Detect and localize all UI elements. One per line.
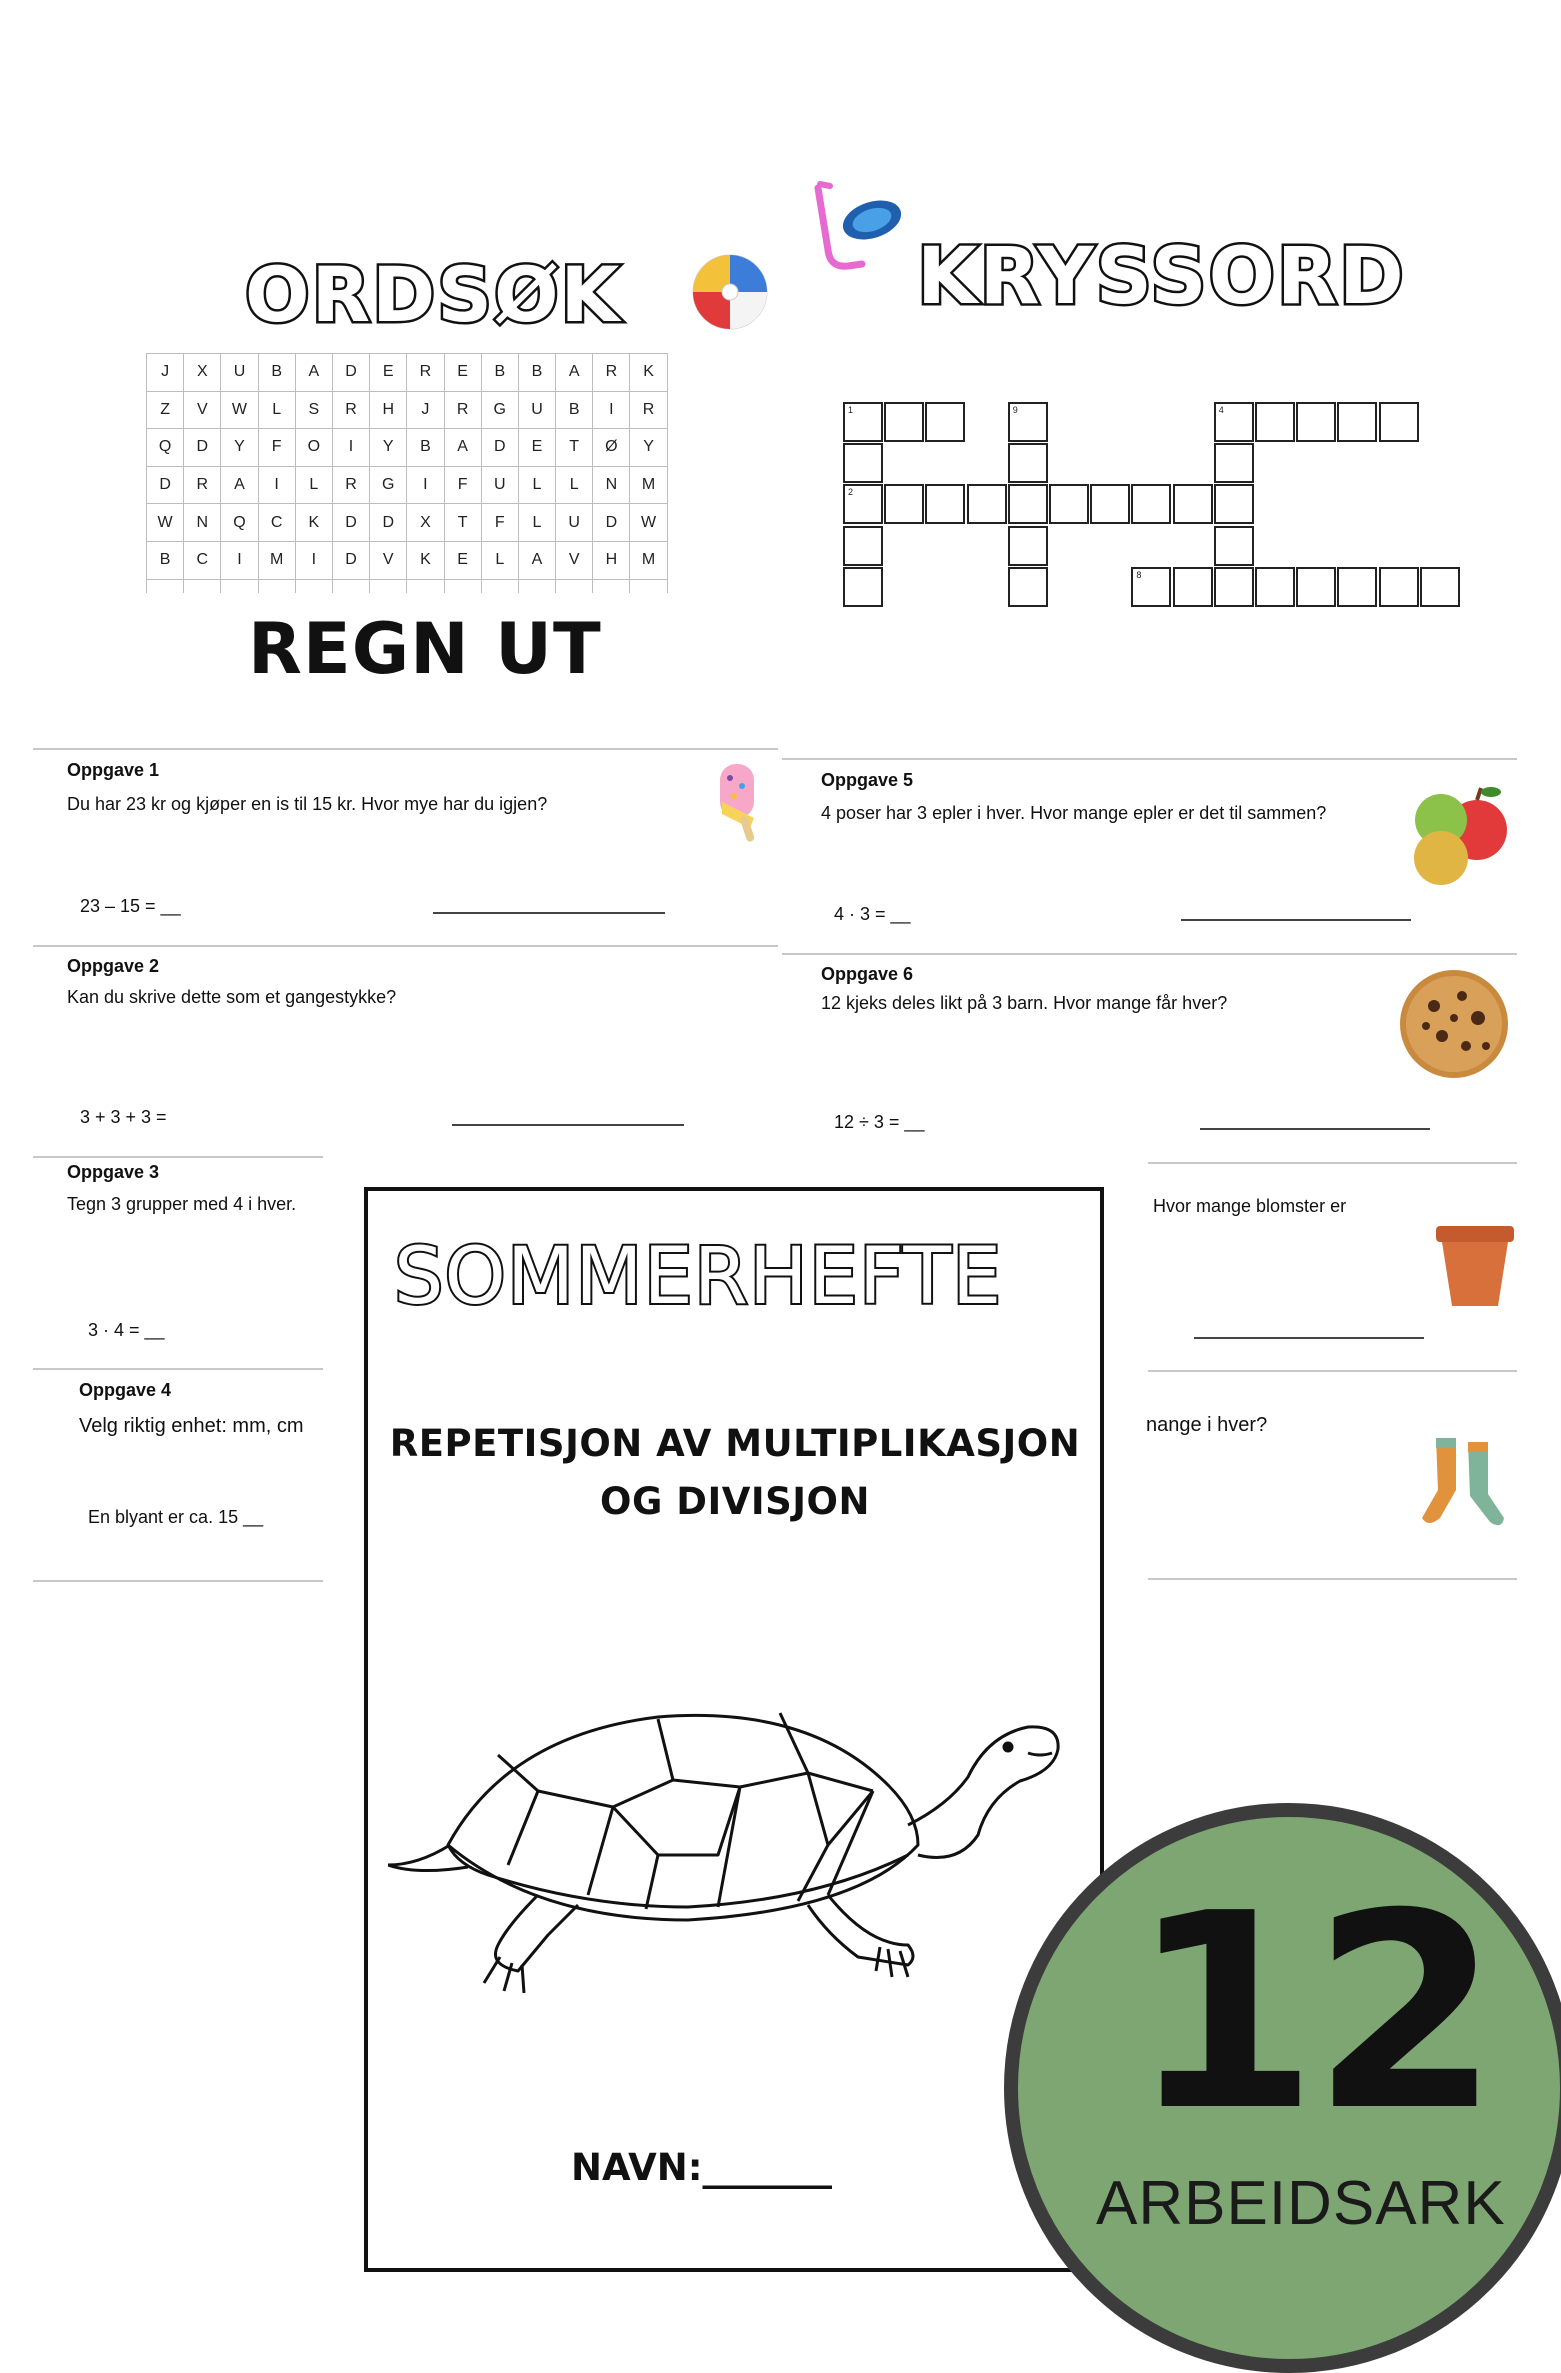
crossword-cell[interactable] bbox=[1296, 567, 1336, 607]
word-search-cell[interactable]: V bbox=[370, 541, 407, 579]
word-search-cell[interactable] bbox=[407, 579, 444, 593]
word-search-cell[interactable]: R bbox=[184, 466, 221, 504]
word-search-cell[interactable]: F bbox=[444, 466, 481, 504]
task-2-text: Kan du skrive dette som et gangestykke? bbox=[67, 987, 397, 1007]
word-search-cell[interactable]: R bbox=[332, 466, 369, 504]
word-search-row bbox=[147, 391, 668, 429]
badge-number: 12 bbox=[1130, 1855, 1494, 2170]
task-4-title: Oppgave 4 bbox=[79, 1380, 172, 1400]
snorkel-mask-icon bbox=[806, 180, 906, 280]
word-search-cell[interactable]: G bbox=[370, 466, 407, 504]
word-search-cell[interactable]: R bbox=[444, 391, 481, 429]
crossword-cell[interactable] bbox=[1214, 526, 1254, 566]
word-search-cell[interactable]: Y bbox=[630, 429, 667, 467]
word-search-cell[interactable] bbox=[184, 579, 221, 593]
word-search-cell[interactable]: I bbox=[221, 541, 258, 579]
word-search-cell[interactable]: K bbox=[407, 541, 444, 579]
word-search-row bbox=[147, 541, 668, 579]
task-6-equation: 12 ÷ 3 = __ bbox=[834, 1112, 925, 1132]
word-search-row bbox=[147, 466, 668, 504]
crossword-cell[interactable] bbox=[1337, 402, 1377, 442]
word-search-cell[interactable]: B bbox=[258, 354, 295, 392]
crossword-cell[interactable] bbox=[884, 484, 924, 524]
word-search-cell[interactable]: N bbox=[593, 466, 630, 504]
word-search-cell[interactable]: A bbox=[556, 354, 593, 392]
word-search-cell[interactable]: D bbox=[147, 466, 184, 504]
word-search-cell[interactable]: E bbox=[370, 354, 407, 392]
crossword-clue-number: 4 bbox=[1218, 405, 1224, 415]
word-search-cell[interactable]: Q bbox=[221, 504, 258, 542]
word-search-cell[interactable]: U bbox=[518, 391, 555, 429]
word-search-cell[interactable]: M bbox=[630, 541, 667, 579]
word-search-cell[interactable]: Q bbox=[147, 429, 184, 467]
word-search-cell[interactable]: D bbox=[332, 354, 369, 392]
word-search-cell[interactable]: U bbox=[221, 354, 258, 392]
crossword-cell[interactable] bbox=[1420, 567, 1460, 607]
cover-subtitle-line-2: OG DIVISJON bbox=[600, 1480, 870, 1523]
crossword-cell[interactable] bbox=[1008, 443, 1048, 483]
name-field[interactable]: NAVN:_______ bbox=[571, 2146, 832, 2189]
word-search-cell[interactable]: K bbox=[630, 354, 667, 392]
crossword-cell[interactable] bbox=[1214, 443, 1254, 483]
word-search-cell[interactable]: F bbox=[481, 504, 518, 542]
word-search-cell[interactable]: W bbox=[630, 504, 667, 542]
ordsok-title: ORDSØK bbox=[245, 250, 622, 339]
badge-label: ARBEIDSARK bbox=[1096, 2169, 1506, 2238]
word-search-cell[interactable] bbox=[332, 579, 369, 593]
crossword-cell[interactable] bbox=[1296, 402, 1336, 442]
crossword-cell[interactable] bbox=[1255, 567, 1295, 607]
crossword-cell[interactable] bbox=[843, 443, 883, 483]
word-search-cell[interactable] bbox=[444, 579, 481, 593]
word-search-cell[interactable] bbox=[147, 579, 184, 593]
word-search-cell[interactable]: B bbox=[556, 391, 593, 429]
word-search-cell[interactable]: R bbox=[630, 391, 667, 429]
regn-ut-title: REGN UT bbox=[248, 608, 602, 690]
task-6-answer-line[interactable] bbox=[1200, 1128, 1430, 1130]
divider bbox=[1148, 1370, 1517, 1372]
task-2-title: Oppgave 2 bbox=[67, 956, 160, 976]
word-search-grid bbox=[146, 353, 680, 593]
task-8-text: nange i hver? bbox=[1146, 1414, 1268, 1436]
crossword-cell[interactable] bbox=[1008, 526, 1048, 566]
crossword-cell[interactable] bbox=[1131, 567, 1171, 607]
word-search-cell[interactable]: D bbox=[481, 429, 518, 467]
crossword-cell[interactable] bbox=[1131, 484, 1171, 524]
crossword-cell[interactable] bbox=[1214, 402, 1254, 442]
word-search-cell[interactable]: J bbox=[407, 391, 444, 429]
task-3-equation: 3 · 4 = __ bbox=[88, 1320, 165, 1340]
word-search-cell[interactable]: J bbox=[147, 354, 184, 392]
word-search-cell[interactable]: R bbox=[593, 354, 630, 392]
apples-icon bbox=[1407, 778, 1515, 888]
task-6-text: 12 kjeks deles likt på 3 barn. Hvor mange får hver? bbox=[821, 993, 1228, 1013]
divider bbox=[33, 1368, 323, 1370]
word-search-cell[interactable]: A bbox=[221, 466, 258, 504]
word-search-cell[interactable] bbox=[481, 579, 518, 593]
divider bbox=[1148, 1162, 1517, 1164]
word-search-cell[interactable]: L bbox=[481, 541, 518, 579]
word-search-cell[interactable] bbox=[518, 579, 555, 593]
word-search-cell[interactable]: A bbox=[444, 429, 481, 467]
word-search-cell[interactable]: D bbox=[184, 429, 221, 467]
kryssord-title: KRYSSORD bbox=[917, 232, 1406, 322]
task-7-text: Hvor mange blomster er bbox=[1153, 1196, 1347, 1216]
task-3-title: Oppgave 3 bbox=[67, 1162, 160, 1182]
word-search-cell[interactable]: V bbox=[184, 391, 221, 429]
task-4-equation: En blyant er ca. 15 __ bbox=[88, 1507, 264, 1527]
word-search-cell[interactable]: K bbox=[295, 504, 332, 542]
word-search-cell[interactable] bbox=[630, 579, 667, 593]
word-search-cell[interactable]: T bbox=[444, 504, 481, 542]
cover-title: SOMMERHEFTE bbox=[394, 1232, 1003, 1322]
task-5-title: Oppgave 5 bbox=[821, 770, 914, 790]
crossword-cell[interactable] bbox=[843, 484, 883, 524]
cover-subtitle-line-1: REPETISJON AV MULTIPLIKASJON bbox=[389, 1422, 1081, 1465]
task-2-answer-line[interactable] bbox=[452, 1124, 684, 1126]
crossword-cell[interactable] bbox=[925, 484, 965, 524]
word-search-cell[interactable]: B bbox=[407, 429, 444, 467]
word-search-cell[interactable]: B bbox=[518, 354, 555, 392]
word-search-cell[interactable]: D bbox=[332, 541, 369, 579]
word-search-cell[interactable]: S bbox=[295, 391, 332, 429]
divider bbox=[33, 945, 778, 947]
word-search-cell[interactable]: E bbox=[518, 429, 555, 467]
crossword-cell[interactable] bbox=[884, 402, 924, 442]
crossword-cell[interactable] bbox=[843, 567, 883, 607]
word-search-cell[interactable]: G bbox=[481, 391, 518, 429]
word-search-cell[interactable]: M bbox=[630, 466, 667, 504]
crossword-clue-number: 9 bbox=[1012, 405, 1018, 415]
word-search-cell[interactable]: D bbox=[332, 504, 369, 542]
word-search-cell[interactable]: H bbox=[370, 391, 407, 429]
cookie-icon bbox=[1392, 966, 1516, 1084]
word-search-row bbox=[147, 354, 668, 392]
crossword-cell[interactable] bbox=[1008, 484, 1048, 524]
word-search-cell[interactable]: C bbox=[258, 504, 295, 542]
word-search-cell[interactable] bbox=[295, 579, 332, 593]
word-search-cell[interactable]: A bbox=[518, 541, 555, 579]
divider bbox=[782, 758, 1517, 760]
word-search-cell[interactable]: V bbox=[556, 541, 593, 579]
crossword-cell[interactable] bbox=[1008, 567, 1048, 607]
task-5-equation: 4 · 3 = __ bbox=[834, 904, 911, 924]
ice-cream-icon bbox=[710, 758, 770, 848]
word-search-cell[interactable]: D bbox=[593, 504, 630, 542]
divider bbox=[33, 1156, 323, 1158]
word-search-cell[interactable]: L bbox=[295, 466, 332, 504]
word-search-row bbox=[147, 579, 668, 593]
divider bbox=[33, 1580, 323, 1582]
word-search-cell[interactable] bbox=[258, 579, 295, 593]
divider bbox=[1148, 1578, 1517, 1580]
word-search-cell[interactable]: W bbox=[147, 504, 184, 542]
word-search-cell[interactable]: T bbox=[556, 429, 593, 467]
task-6-title: Oppgave 6 bbox=[821, 964, 914, 984]
word-search-cell[interactable]: L bbox=[518, 466, 555, 504]
word-search-cell[interactable]: Z bbox=[147, 391, 184, 429]
task-5-answer-line[interactable] bbox=[1181, 919, 1411, 921]
word-search-cell[interactable]: N bbox=[184, 504, 221, 542]
crossword-cell[interactable] bbox=[1255, 402, 1295, 442]
turtle-illustration bbox=[388, 1695, 1068, 2015]
crossword-cell[interactable] bbox=[967, 484, 1007, 524]
word-search-row bbox=[147, 504, 668, 542]
crossword-cell[interactable] bbox=[1214, 567, 1254, 607]
word-search-cell[interactable]: L bbox=[258, 391, 295, 429]
word-search-cell[interactable]: F bbox=[258, 429, 295, 467]
word-search-cell[interactable]: E bbox=[444, 541, 481, 579]
crossword-cell[interactable] bbox=[843, 526, 883, 566]
word-search-cell[interactable]: X bbox=[184, 354, 221, 392]
crossword-grid bbox=[843, 402, 1473, 607]
task-2-equation: 3 + 3 + 3 = bbox=[80, 1107, 167, 1127]
word-search-cell[interactable]: U bbox=[481, 466, 518, 504]
task-7-answer-line[interactable] bbox=[1194, 1337, 1424, 1339]
word-search-cell[interactable]: Y bbox=[370, 429, 407, 467]
crossword-cell[interactable] bbox=[1090, 484, 1130, 524]
word-search-cell[interactable]: I bbox=[332, 429, 369, 467]
word-search-cell[interactable]: E bbox=[444, 354, 481, 392]
word-search-cell[interactable]: U bbox=[556, 504, 593, 542]
word-search-cell[interactable]: I bbox=[407, 466, 444, 504]
word-search-cell[interactable]: L bbox=[518, 504, 555, 542]
word-search-cell[interactable] bbox=[593, 579, 630, 593]
divider bbox=[33, 748, 778, 750]
crossword-cell[interactable] bbox=[1008, 402, 1048, 442]
crossword-clue-number: 8 bbox=[1136, 569, 1142, 580]
word-search-cell[interactable]: Y bbox=[221, 429, 258, 467]
word-search-cell[interactable]: H bbox=[593, 541, 630, 579]
word-search-cell[interactable]: A bbox=[295, 354, 332, 392]
word-search-cell[interactable]: D bbox=[370, 504, 407, 542]
word-search-cell[interactable] bbox=[556, 579, 593, 593]
word-search-cell[interactable]: C bbox=[184, 541, 221, 579]
crossword-cell[interactable] bbox=[1173, 567, 1213, 607]
task-1-title: Oppgave 1 bbox=[67, 760, 160, 780]
crossword-cell[interactable] bbox=[1379, 567, 1419, 607]
word-search-cell[interactable]: R bbox=[332, 391, 369, 429]
word-search-cell[interactable]: I bbox=[295, 541, 332, 579]
word-search-cell[interactable]: Ø bbox=[593, 429, 630, 467]
crossword-cell[interactable] bbox=[1337, 567, 1377, 607]
task-1-equation: 23 – 15 = __ bbox=[80, 896, 181, 916]
divider bbox=[782, 953, 1517, 955]
word-search-cell[interactable]: B bbox=[147, 541, 184, 579]
word-search-cell[interactable]: O bbox=[295, 429, 332, 467]
word-search-cell[interactable]: R bbox=[407, 354, 444, 392]
word-search-cell[interactable]: L bbox=[556, 466, 593, 504]
crossword-cell[interactable] bbox=[1173, 484, 1213, 524]
beach-ball-icon bbox=[690, 252, 772, 332]
word-search-cell[interactable]: B bbox=[481, 354, 518, 392]
crossword-clue-number: 2 bbox=[848, 487, 854, 498]
word-search-cell[interactable]: I bbox=[258, 466, 295, 504]
crossword-cell[interactable] bbox=[925, 402, 965, 442]
word-search-cell[interactable] bbox=[221, 579, 258, 593]
flower-pot-icon bbox=[1430, 1222, 1520, 1310]
socks-icon bbox=[1418, 1434, 1510, 1530]
word-search-cell[interactable]: M bbox=[258, 541, 295, 579]
task-4-text: Velg riktig enhet: mm, cm bbox=[79, 1415, 304, 1437]
word-search-cell[interactable]: X bbox=[407, 504, 444, 542]
word-search-cell[interactable]: I bbox=[593, 391, 630, 429]
crossword-cell[interactable] bbox=[1049, 484, 1089, 524]
task-3-text: Tegn 3 grupper med 4 i hver. bbox=[67, 1194, 297, 1214]
word-search-row bbox=[147, 429, 668, 467]
crossword-cell[interactable] bbox=[1379, 402, 1419, 442]
task-5-text: 4 poser har 3 epler i hver. Hvor mange epler er det til sammen? bbox=[821, 803, 1327, 823]
crossword-clue-number: 1 bbox=[848, 405, 854, 415]
crossword-cell[interactable] bbox=[1214, 484, 1254, 524]
task-1-answer-line[interactable] bbox=[433, 912, 665, 914]
word-search-cell[interactable]: W bbox=[221, 391, 258, 429]
word-search-cell[interactable] bbox=[370, 579, 407, 593]
task-1-text: Du har 23 kr og kjøper en is til 15 kr. Hvor mye har du igjen? bbox=[67, 794, 548, 814]
crossword-cell[interactable] bbox=[843, 402, 883, 442]
